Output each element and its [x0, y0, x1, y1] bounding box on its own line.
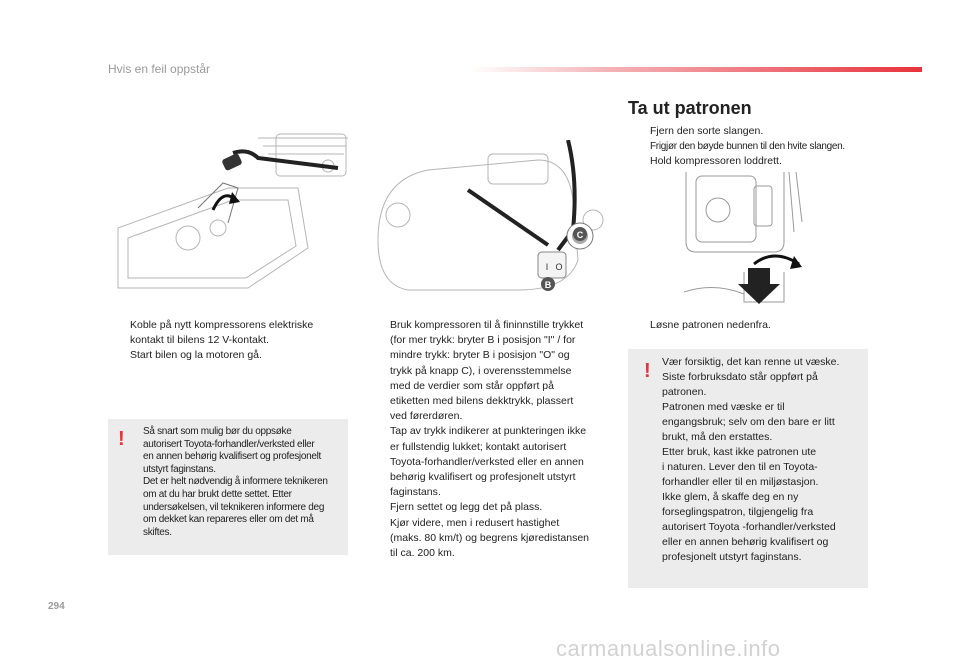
line: Løsne patronen nedenfra. — [650, 319, 771, 331]
figure-cartridge-removal — [684, 172, 804, 310]
line: trykk på knapp C), i overensstemmelse — [390, 364, 572, 377]
line: Tap av trykk indikerer at punkteringen ikke — [390, 425, 587, 438]
line: Hold kompressoren loddrett. — [650, 155, 782, 168]
line: Start bilen og la motoren gå. — [130, 349, 262, 362]
badge-b-letter: B — [544, 280, 552, 290]
line: mindre trykk: bryter B i posisjon "O" og — [390, 349, 570, 362]
switch-on-mark: I — [545, 262, 549, 272]
notice-box-col3 — [628, 349, 868, 588]
switch-off-mark: O — [555, 262, 563, 272]
line: brukt, må den erstattes. — [662, 431, 773, 443]
list-item — [628, 154, 878, 169]
list-item — [628, 139, 878, 154]
watermark-text: carmanualsonline.info — [556, 636, 781, 661]
line: undersøkelsen, vil teknikeren informere deg — [143, 501, 325, 513]
line: behørig kvalifisert og profesjonelt utstyrt — [390, 471, 576, 484]
line: Bruk kompressoren til å fininnstille trykket — [390, 319, 584, 331]
line: Koble på nytt kompressorens elektriske — [130, 319, 314, 331]
list-item — [108, 348, 348, 363]
line: Siste forbruksdato står oppført på — [662, 371, 818, 383]
warning-icon: ! — [118, 428, 125, 450]
line: til ca. 200 km. — [390, 547, 455, 560]
line: Vær forsiktig, det kan renne ut væske. — [662, 356, 840, 368]
line: om at du har brukt dette settet. Etter — [143, 488, 292, 500]
line: kontakt til bilens 12 V-kontakt. — [130, 334, 269, 347]
line: faginstans. — [390, 486, 441, 499]
line: i naturen. Lever den til en Toyota- — [662, 461, 818, 473]
badge-c-letter: C — [576, 230, 584, 240]
list-item — [628, 318, 868, 333]
line: autorisert Toyota-forhandler/verksted eller — [143, 438, 315, 450]
line: eller en annen behørig kvalifisert og — [662, 536, 829, 548]
line: Så snart som mulig bør du oppsøke — [143, 426, 292, 437]
line: patronen. — [662, 386, 707, 398]
line: Ikke glem, å skaffe deg en ny — [662, 491, 799, 503]
line: en annen behørig kvalifisert og profesjonelt — [143, 451, 322, 463]
list-item — [368, 318, 613, 500]
section-title: Ta ut patronen — [628, 98, 752, 118]
line: Det er helt nødvendig å informere teknikeren — [143, 476, 328, 488]
page-number: 294 — [48, 601, 65, 612]
line: (for mer trykk: bryter B i posisjon "I" / for — [390, 334, 576, 347]
warning-icon: ! — [644, 360, 651, 382]
list-item — [368, 500, 613, 515]
figure-compressor-adjust — [368, 140, 608, 292]
line: skiftes. — [143, 526, 172, 538]
line: Frigjør den bøyde bunnen til den hvite slangen. — [650, 141, 845, 153]
line: Kjør videre, men i redusert hastighet — [390, 516, 560, 529]
line: (maks. 80 km/t) og begrens kjøredistansen — [390, 531, 589, 544]
line: autorisert Toyota -forhandler/verksted — [662, 521, 836, 533]
notice-box-col1 — [108, 419, 348, 555]
line: er fullstendig lukket; kontakt autorisert — [390, 440, 567, 453]
line: Fjern settet og legg det på plass. — [390, 501, 543, 514]
line: om dekket kan repareres eller om det må — [143, 514, 314, 526]
figure-compressor-plug — [108, 128, 348, 293]
page-header-title: Hvis en feil oppstår — [108, 62, 211, 76]
list-item — [368, 516, 613, 562]
line: Toyota-forhandler/verksted eller en annen — [390, 455, 584, 468]
line: etiketten med bilens dekktrykk, plassert — [390, 395, 574, 408]
notice-text — [143, 426, 343, 539]
column-3-top-instructions — [628, 124, 878, 170]
column-3-bottom-instruction — [628, 318, 868, 333]
line: profesjonelt utstyrt faginstans. — [662, 551, 802, 563]
column-1-instructions — [108, 318, 348, 364]
line: Etter bruk, kast ikke patronen ute — [662, 446, 817, 458]
line: ved førerdøren. — [390, 410, 463, 423]
line: Patronen med væske er til — [662, 401, 785, 413]
line: med de verdier som står oppført på — [390, 379, 554, 392]
list-item — [108, 318, 348, 348]
line: Fjern den sorte slangen. — [650, 125, 764, 137]
header-accent-bar — [470, 67, 922, 72]
line: utstyrt faginstans. — [143, 463, 216, 475]
column-2-instructions — [368, 318, 613, 561]
line: forseglingspatron, tilgjengelig fra — [662, 506, 814, 518]
line: forhandler eller til en miljøstasjon. — [662, 476, 819, 488]
notice-text — [662, 355, 866, 565]
list-item — [628, 124, 878, 139]
line: engangsbruk; selv om den bare er litt — [662, 416, 835, 428]
